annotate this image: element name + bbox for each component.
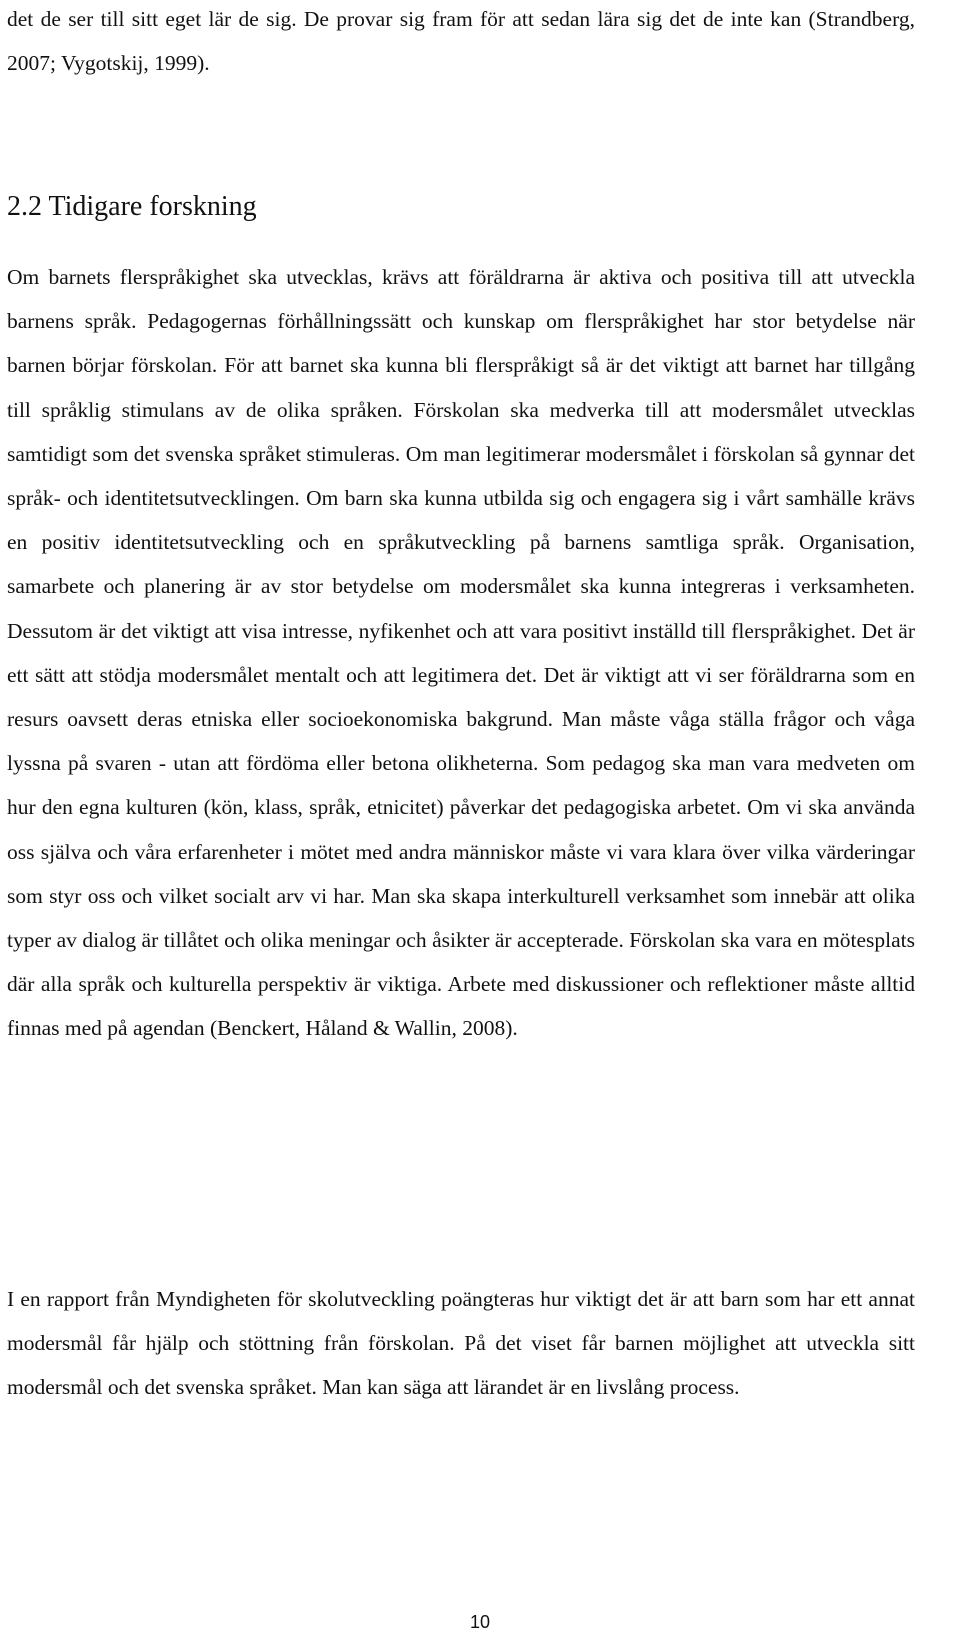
section-heading: 2.2 Tidigare forskning [7, 191, 257, 222]
paragraph-continuation: det de ser till sitt eget lär de sig. De provar sig fram för att sedan lära sig det de inte kan (Strandberg, 2007; Vygotskij, 1999). [7, 7, 915, 76]
paragraph-previous-research: Om barnets flerspråkighet ska utvecklas, krävs att föräldrarna är aktiva och positiva till att utveckla barnens språk. Pedagogernas förhållningssätt och kunskap om flerspråkighet har stor betydelse när barnen börjar förskolan. För att barnet ska kunna bli flerspråkigt så är det viktigt att barnet har tillgång till språklig stimulans av de olika språken. Förskolan ska medverka till att modersmålet utvecklas samtidigt som det svenska språket stimuleras. Om man legitimerar modersmålet i förskolan så gynnar det språk- och identitetsutvecklingen. Om barn ska kunna utbilda sig och engagera sig i vårt samhälle krävs en positiv identitetsutveckling och en språkutveckling på barnens samtliga språk. Organisation, samarbete och planering är av stor betydelse om modersmålet ska kunna integreras i verksamheten. Dessutom är det viktigt att visa intresse, nyfikenhet och att vara positivt inställd till flerspråkighet. Det är ett sätt att stödja modersmålet mentalt och att legitimera det. Det är viktigt att vi ser föräldrarna som en resurs oavsett deras etniska eller socioekonomiska bakgrund. Man måste våga ställa frågor och våga lyssna på svaren - utan att fördöma eller betona olikheterna. Som pedagog ska man vara medveten om hur den egna kulturen (kön, klass, språk, etnicitet) påverkar det pedagogiska arbetet. Om vi ska använda oss själva och våra erfarenheter i mötet med andra människor måste vi vara klara över vilka värderingar som styr oss och vilket socialt arv vi har. Man ska skapa interkulturell verksamhet som innebär att olika typer av dialog är tillåtet och olika meningar och åsikter är accepterade. Förskolan ska vara en mötesplats där alla språk och kulturella perspektiv är viktiga. Arbete med diskussioner och reflektioner måste alltid finnas med på agendan (Benckert, Håland & Wallin, 2008). [7, 265, 915, 1041]
page-number: 10 [469, 1612, 491, 1632]
paragraph-report: I en rapport från Myndigheten för skolutveckling poängteras hur viktigt det är att barn som har ett annat modersmål får hjälp och stöttning från förskolan. På det viset får barnen möjlighet att utveckla sitt modersmål och det svenska språket. Man kan säga att lärandet är en livslång process. [7, 1287, 915, 1400]
